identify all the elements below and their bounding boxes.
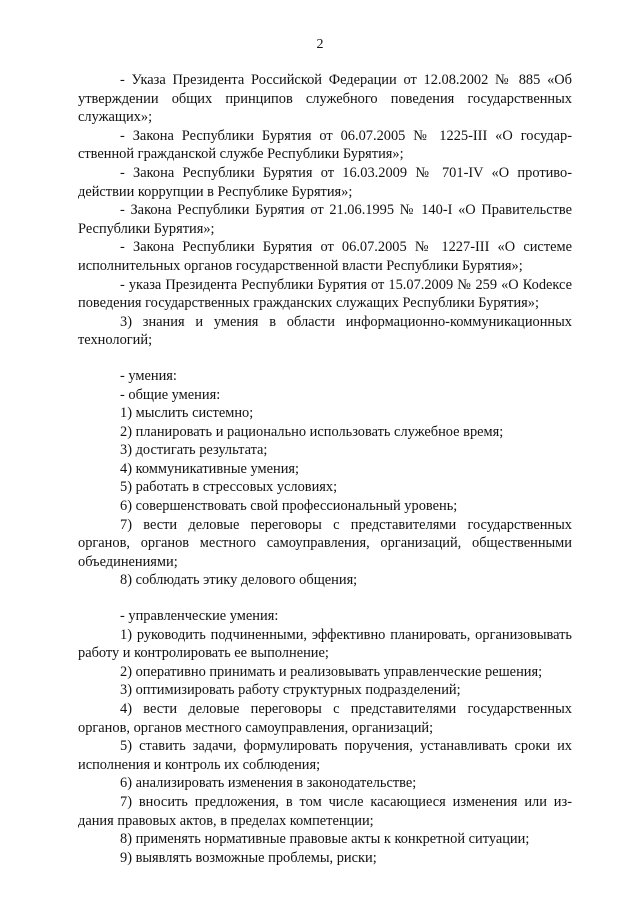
document-body [78, 71, 572, 867]
legal-act-item: - Указа Президента Российской Федерации от 12.08.2002 № 885 «Об утверждении общих принципов служебного поведения государственных служащих»; [78, 72, 572, 126]
management-skill-item: 3) оптимизировать работу структурных подразделений; [120, 682, 461, 699]
management-skill-item: 7) вносить предложения, в том числе касающиеся изменения или издания правовых актов, в пределах компетенции; [78, 793, 572, 829]
management-skill-item: 5) ставить задачи, формулировать поручения, устанавливать сроки их исполнения и контроль их соблюдения; [78, 738, 572, 773]
legal-act-item: - Закона Республики Бурятия от 16.03.2009 № 701-IV «О противодействии коррупции в Республике Бурятия»; [78, 164, 572, 200]
general-skill-item: 3) достигать результата; [120, 442, 268, 459]
general-skills-heading: - общие умения: [120, 386, 221, 403]
general-skill-item: 1) мыслить системно; [120, 405, 254, 422]
skills-heading: - умения: [120, 367, 177, 384]
legal-act-item: - указа Президента Республики Бурятия от 15.07.2009 № 259 «О Коdексе поведения государственных гражданских служащих Республики Бурятия»; [78, 276, 572, 312]
management-skill-item: 8) применять нормативные правовые акты к конкретной ситуации; [120, 831, 530, 848]
general-skill-item: 6) совершенствовать свой профессиональный уровень; [120, 498, 458, 515]
general-skill-item: 5) работать в стрессовых условиях; [120, 479, 338, 496]
management-skill-item: 2) оперативно принимать и реализовывать управленческие решения; [120, 663, 543, 680]
management-skill-item: 4) вести деловые переговоры с представителями государственных органов, органов местного самоуправления, организаций; [78, 701, 572, 736]
general-skill-item: 2) планировать и рационально использовать служебное время; [120, 423, 504, 440]
management-skill-item: 6) анализировать изменения в законодательстве; [120, 775, 417, 792]
legal-act-item: - Закона Республики Бурятия от 06.07.2005 № 1227-III «О системе исполнительных органов государственной власти Республики Бурятия»; [78, 239, 572, 274]
page-number: 2 [316, 37, 324, 52]
legal-act-item: - Закона Республики Бурятия от 06.07.2005 № 1225-III «О государственной гражданской службе Республики Бурятия»; [78, 127, 572, 163]
general-skill-item: 8) соблюдать этику делового общения; [120, 572, 358, 589]
general-skill-item: 4) коммуникативные умения; [120, 460, 300, 477]
management-skills-heading: - управленческие умения: [120, 608, 279, 625]
ict-knowledge-item: 3) знания и умения в области информационно-коммуникационных технологий; [78, 313, 572, 349]
legal-act-item: - Закона Республики Бурятия от 21.06.1995 № 140-I «О Правительстве Республики Бурятия»; [78, 202, 572, 237]
management-skill-item: 1) руководить подчиненными, эффективно планировать, организовывать работу и контролировать ее выполнение; [78, 626, 572, 662]
spacer [78, 590, 572, 607]
spacer [78, 350, 572, 367]
management-skill-item: 9) выявлять возможные проблемы, риски; [120, 849, 377, 866]
general-skill-item: 7) вести деловые переговоры с представителями государственных органов, органов местного самоуправления, организаций, общественными объединениями; [78, 516, 572, 570]
